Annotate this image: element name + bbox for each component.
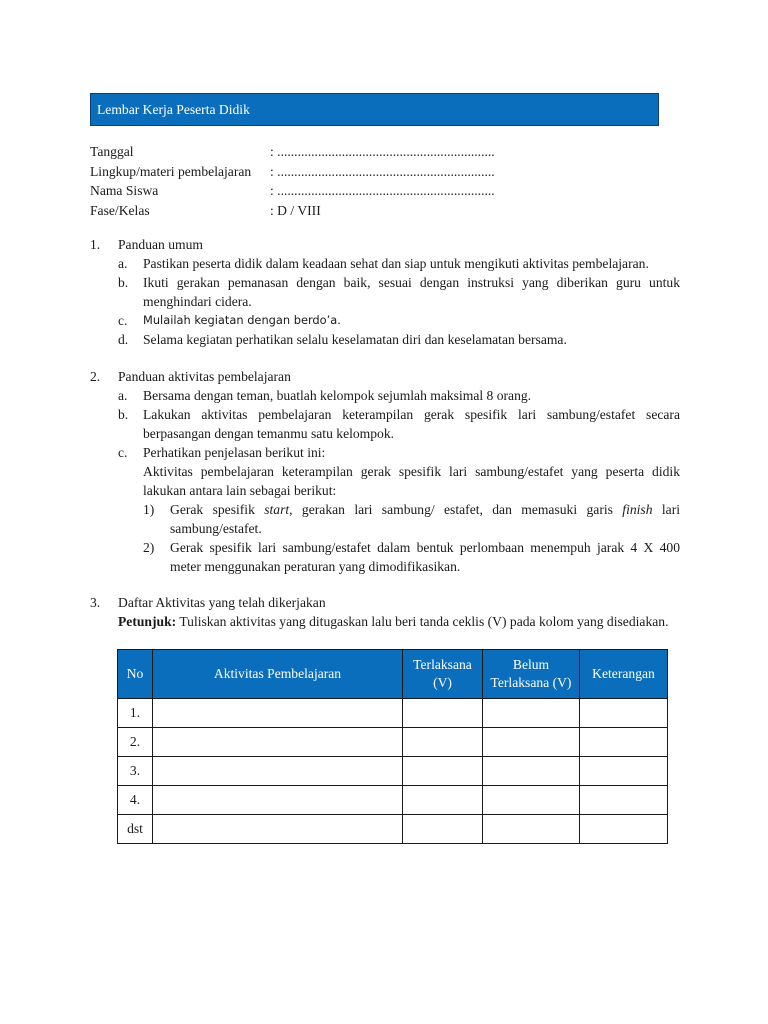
item-letter: c. <box>118 313 128 328</box>
worksheet-title-banner <box>90 93 659 126</box>
info-row-phase-class <box>90 201 690 221</box>
sub-list-item <box>90 538 680 557</box>
sub-item-text-line2: meter menggunakan peraturan yang dimodifikasikan. <box>170 559 461 574</box>
table-row <box>118 815 668 844</box>
list-item-continuation <box>90 292 680 311</box>
info-row-date <box>90 142 690 162</box>
section-title: Panduan umum <box>118 237 203 252</box>
done-cell[interactable] <box>403 728 483 757</box>
student-info-block <box>90 142 690 220</box>
item-letter: b. <box>118 275 129 290</box>
list-item <box>90 405 680 424</box>
section-general-guide <box>90 235 680 349</box>
row-number: 3. <box>118 757 153 786</box>
instruction-text: Tuliskan aktivitas yang ditugaskan lalu beri tanda ceklis (V) pada kolom yang disediakan. <box>176 614 669 629</box>
item-letter: a. <box>118 388 128 403</box>
instruction-label: Petunjuk: <box>118 614 177 629</box>
info-label: Fase/Kelas <box>90 202 150 218</box>
info-value: : ................................................................ <box>270 144 495 159</box>
sub-item-text-line2: sambung/estafet. <box>170 521 262 536</box>
notes-cell[interactable] <box>580 699 668 728</box>
item-text-line2: menghindari cidera. <box>143 294 252 309</box>
activity-cell[interactable] <box>153 757 403 786</box>
column-header-done: Terlaksana (V) <box>403 650 483 699</box>
item-text-line2: berpasangan dengan temanmu satu kelompok. <box>143 426 395 441</box>
item-letter: a. <box>118 256 128 271</box>
sub-item-text-line1: Gerak spesifik lari sambung/estafet dalam bentuk perlombaan menempuh jarak 4 X 400 <box>170 540 680 555</box>
info-label: Tanggal <box>90 144 134 159</box>
section-title: Daftar Aktivitas yang telah dikerjakan <box>118 595 326 610</box>
notes-cell[interactable] <box>580 728 668 757</box>
section-title: Panduan aktivitas pembelajaran <box>118 369 291 384</box>
item-text: Bersama dengan teman, buatlah kelompok sejumlah maksimal 8 orang. <box>143 388 532 403</box>
paragraph-line2: lakukan antara lain sebagai berikut: <box>143 483 337 498</box>
sub-list-item-continuation <box>90 519 680 538</box>
notes-cell[interactable] <box>580 815 668 844</box>
sub-item-number: 2) <box>143 540 155 555</box>
table-header-row <box>118 650 668 699</box>
list-item-continuation <box>90 424 680 443</box>
not-done-cell[interactable] <box>483 728 580 757</box>
item-text: Perhatikan penjelasan berikut ini: <box>143 445 326 460</box>
column-header-activity: Aktivitas Pembelajaran <box>153 650 403 699</box>
done-cell[interactable] <box>403 699 483 728</box>
row-number: 4. <box>118 786 153 815</box>
instruction <box>118 612 680 631</box>
table-row <box>118 786 668 815</box>
row-number: dst <box>118 815 153 844</box>
done-cell[interactable] <box>403 757 483 786</box>
sub-item-text-line1 <box>170 500 680 519</box>
instruction-line <box>90 612 680 631</box>
not-done-cell[interactable] <box>483 786 580 815</box>
item-text: Selama kegiatan perhatikan selalu keselamatan diri dan keselamatan bersama. <box>143 332 567 347</box>
section-heading <box>90 593 680 612</box>
worksheet-title: Lembar Kerja Peserta Didik <box>97 102 250 117</box>
sub-list-item-continuation <box>90 557 680 576</box>
list-item <box>90 273 680 292</box>
paragraph-line <box>90 481 680 500</box>
section-activity-guide <box>90 367 680 576</box>
sub-list-item <box>90 500 680 519</box>
section-activity-list <box>90 593 680 631</box>
activity-cell[interactable] <box>153 786 403 815</box>
list-item <box>90 330 680 349</box>
info-label: Lingkup/materi pembelajaran <box>90 163 252 179</box>
activity-cell[interactable] <box>153 728 403 757</box>
column-header-no: No <box>118 650 153 699</box>
list-item <box>90 443 680 462</box>
section-number: 3. <box>90 595 101 610</box>
list-item <box>90 386 680 405</box>
not-done-cell[interactable] <box>483 815 580 844</box>
sub-item-number: 1) <box>143 502 155 517</box>
info-row-scope <box>90 162 690 182</box>
paragraph-line <box>90 462 680 481</box>
done-cell[interactable] <box>403 815 483 844</box>
info-value: : ................................................................ <box>270 163 495 179</box>
table-row <box>118 728 668 757</box>
item-text: Mulailah kegiatan dengan berdo’a. <box>143 313 341 327</box>
list-item <box>90 311 680 330</box>
paragraph-line1: Aktivitas pembelajaran keterampilan gerak spesifik lari sambung/estafet yang peserta didik <box>143 464 680 479</box>
section-number: 2. <box>90 369 101 384</box>
info-label: Nama Siswa <box>90 183 159 198</box>
text-segment: lari <box>652 502 680 517</box>
italic-term-finish: finish <box>622 502 653 517</box>
activity-cell[interactable] <box>153 699 403 728</box>
notes-cell[interactable] <box>580 786 668 815</box>
item-letter: c. <box>118 445 128 460</box>
column-header-notes: Keterangan <box>580 650 668 699</box>
section-heading <box>90 235 680 254</box>
info-row-student-name <box>90 181 690 201</box>
section-heading <box>90 367 680 386</box>
table-row <box>118 757 668 786</box>
info-value: : ................................................................ <box>270 183 495 198</box>
not-done-cell[interactable] <box>483 757 580 786</box>
item-letter: b. <box>118 407 129 422</box>
item-letter: d. <box>118 332 129 347</box>
item-text-line1: Ikuti gerakan pemanasan dengan baik, sesuai dengan instruksi yang diberikan guru untuk <box>143 275 680 290</box>
done-cell[interactable] <box>403 786 483 815</box>
item-text: Pastikan peserta didik dalam keadaan sehat dan siap untuk mengikuti aktivitas pembelajaran. <box>143 256 649 271</box>
row-number: 2. <box>118 728 153 757</box>
row-number: 1. <box>118 699 153 728</box>
not-done-cell[interactable] <box>483 699 580 728</box>
text-segment: Gerak spesifik <box>170 502 265 517</box>
text-segment: , gerakan lari sambung/ estafet, dan memasuki garis <box>289 502 623 517</box>
column-header-not-done: Belum Terlaksana (V) <box>483 650 580 699</box>
activity-cell[interactable] <box>153 815 403 844</box>
item-text-line1: Lakukan aktivitas pembelajaran keterampilan gerak spesifik lari sambung/estafet secara <box>143 407 680 422</box>
table-row <box>118 699 668 728</box>
activity-table <box>117 649 668 844</box>
notes-cell[interactable] <box>580 757 668 786</box>
info-value: : D / VIII <box>270 202 321 218</box>
list-item <box>90 254 680 273</box>
italic-term-start: start <box>264 502 290 517</box>
section-number: 1. <box>90 237 101 252</box>
